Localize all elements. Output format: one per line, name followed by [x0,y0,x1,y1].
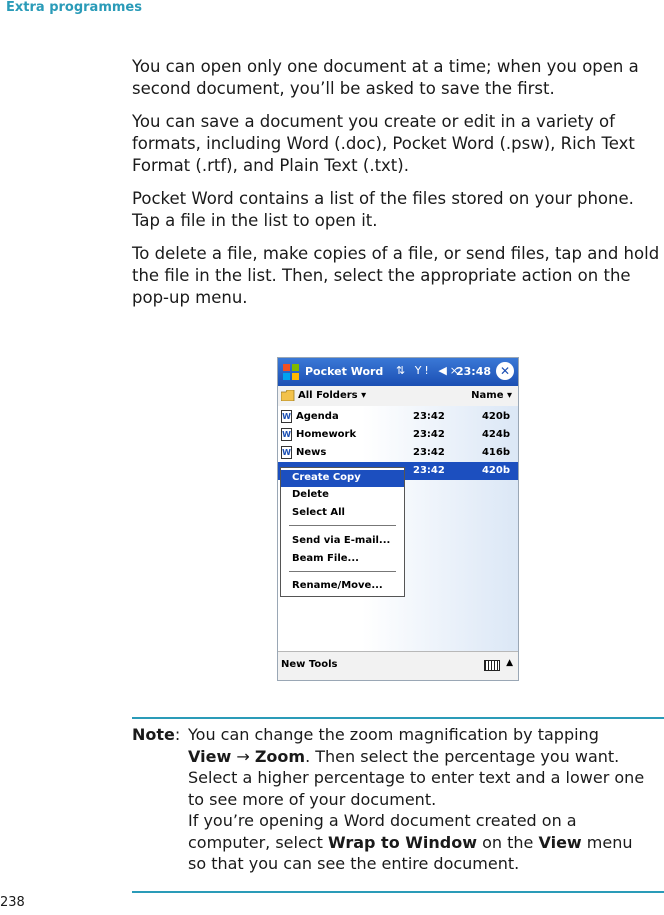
body-text [132,56,662,320]
folder-icon [281,390,295,401]
menu-view: View [538,832,582,852]
menu-item-label: Create Copy [292,472,361,483]
clock: 23:48 [456,365,492,378]
menu-wrap-to-window: Wrap to Window [327,832,478,852]
menu-item-beam-file[interactable] [281,551,404,568]
file-time: 23:42 [413,465,445,476]
menu-item-delete[interactable] [281,487,404,504]
file-size: 420b [481,465,510,476]
sort-dropdown[interactable]: Name ▾ [471,390,512,401]
title-bar [278,358,518,386]
paragraph: Pocket Word contains a list of the files stored on your phone. Tap a file in the list to open it. [132,189,634,230]
note-text: You can change the zoom magnification by tapping [188,725,599,744]
note-text: If you’re opening a Word document created on a computer, select [188,811,577,852]
menu-item-label: Delete [292,489,329,500]
file-name: Homework [296,429,357,440]
keyboard-icon[interactable] [484,660,500,671]
note-body [188,724,652,875]
menu-item-create-copy[interactable] [281,470,404,487]
folder-dropdown[interactable]: All Folders ▾ [298,390,367,401]
note-label [132,724,180,746]
file-name: Agenda [296,411,339,422]
menu-item-rename-move[interactable] [281,578,404,595]
menu-item-send-email[interactable] [281,533,404,550]
document-icon: W [282,448,291,457]
page-number: 238 [0,895,25,910]
status-icons: ⇅ Y! ◀× [396,364,463,377]
note-paragraph [188,724,652,810]
file-size: 424b [481,429,510,440]
document-icon: W [282,430,291,439]
file-time: 23:42 [413,447,445,458]
menu-item-select-all[interactable] [281,505,404,522]
windows-start-icon[interactable] [282,363,300,381]
context-menu [280,467,405,597]
close-icon[interactable]: ✕ [496,362,514,380]
pocket-word-screenshot [277,357,519,681]
arrow-icon: → [236,746,250,766]
paragraph: You can open only one document at a time; when you open a second document, you’ll be asked to save the first. [132,57,639,98]
menu-divider [289,571,396,572]
menu-item-label: Select All [292,507,345,518]
menu-item-label: Rename/Move... [292,580,383,591]
note-text: . Then select the percentage you want. Select a higher percentage to enter text and a lower one to see more of your document. [188,746,645,809]
file-row[interactable] [278,426,518,444]
file-list [278,406,518,652]
paragraph: To delete a file, make copies of a file, or send files, tap and hold the file in the list. Then, select the appropriate action on the pop-up menu. [132,244,660,307]
file-size: 420b [481,411,510,422]
menu-bar-labels[interactable]: New Tools [281,659,338,670]
menu-bar [278,651,518,680]
file-row[interactable] [278,444,518,462]
menu-zoom: Zoom [254,746,306,766]
file-time: 23:42 [413,411,445,422]
input-arrow-icon[interactable]: ▲ [506,658,513,668]
note-text: on the [482,832,534,852]
menu-divider [289,525,396,526]
note-colon: : [174,725,181,744]
menu-view: View [188,746,232,766]
filter-bar [278,386,518,407]
note-paragraph [188,810,652,875]
app-title: Pocket Word [305,365,384,378]
file-row[interactable] [278,408,518,426]
menu-item-label: Beam File... [292,553,359,564]
file-size: 416b [481,447,510,458]
menu-item-label: Send via E-mail... [292,535,391,546]
file-time: 23:42 [413,429,445,440]
note-label-text: Note [132,725,175,744]
paragraph: You can save a document you create or edit in a variety of formats, including Word (.doc), Pocket Word (.psw), Rich Text Format (.rtf), and Plain Text (.txt). [132,112,635,175]
file-name: News [296,447,327,458]
document-icon: W [282,412,291,421]
section-header: Extra programmes [6,0,142,15]
note-box [132,724,652,875]
note-text: menu so that you can see the entire document. [188,832,633,873]
note-bottom-rule [132,891,664,893]
note-top-rule [132,717,664,719]
